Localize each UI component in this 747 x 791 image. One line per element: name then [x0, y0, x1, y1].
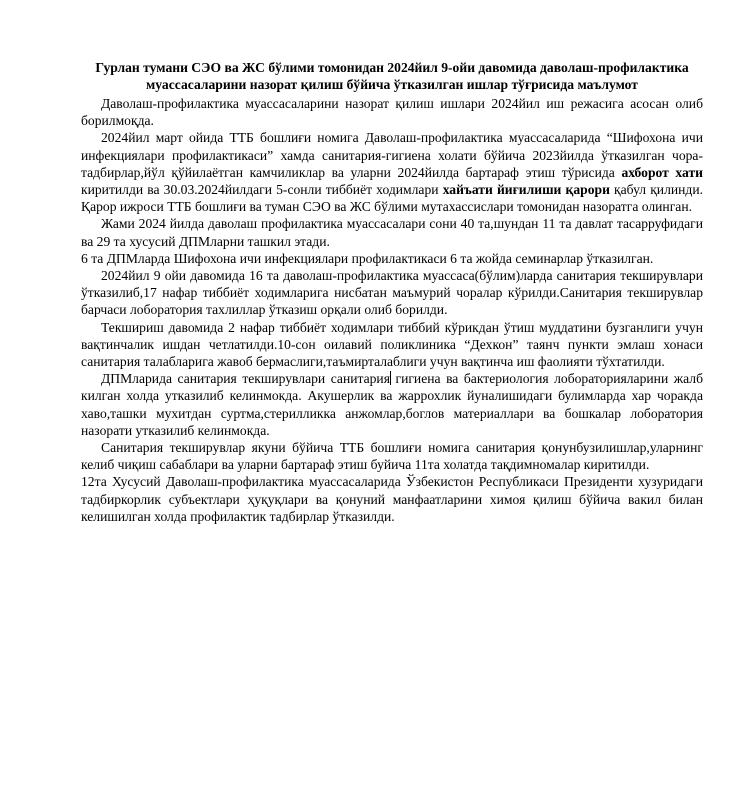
paragraph-3: Жами 2024 йилда даволаш профилактика муассасалари сони 40 та,шундан 11 та давлат тасарруфидаги ва 29 та хусусий ДПМларни ташкил этади.	[81, 216, 703, 249]
paragraph-2-bold-b: хайъати йиғилиши қарори	[442, 182, 610, 198]
paragraph-2-text-a: 2024йил март ойида ТТБ бошлиғи номига Даволаш-профилактика муассасаларида “Шифохона ичи инфекциялари профилактикаси” хамда санитария-гигиена холати бўйича 2023йилда ўтказилган чора-тадбирлар,йўл қўйилаётган камчиликлар ва уларни 2024йилда бартараф этиш тўрисида	[81, 130, 703, 180]
document-page	[81, 60, 703, 525]
paragraph-6: Текшириш давомида 2 нафар тиббиёт ходимлари тиббий кўрикдан ўтиш муддатини бузганлиги учун вақтинчалик ишдан четлатилди.10-сон оилавий поликлиника “Дехкон” таянч пункти эмлаш хонаси санитария талабларига жавоб бермаслиги,таъмирталаблиги учун вақтинча иш фаолияти тўхтатилди.	[81, 319, 703, 370]
paragraph-2	[81, 129, 703, 215]
paragraph-7-text-after-cursor: гигиена ва бактериология лобораторияларини жалб килган холда утказилиб келинмокда. Акушерлик ва жаррохлик йуналишидаги булимларда хар чоракда хаво,ташки мухитдан суртма,стерилликка анжомлар,боглов материаллари ва бошкалар лоборатория назорати утказилиб келинмокда.	[81, 371, 703, 438]
paragraph-2-bold-a: ахборот хати	[621, 164, 703, 180]
paragraph-7[interactable]	[81, 370, 703, 439]
paragraph-1: Даволаш-профилактика муассасаларини назорат қилиш ишлари 2024йил иш режасига асосан олиб борилмоқда.	[81, 96, 703, 129]
paragraph-5: 2024йил 9 ойи давомида 16 та даволаш-профилактика муассаса(бўлим)ларда санитария текширувлари ўтказилиб,17 нафар тиббиёт ходимларига нисбатан маъмурий чоралар кўрилди.Санитария текширувлар барчаси лоборатория тахлиллар ўтказиш орқали олиб борилди.	[81, 268, 703, 318]
document-title: Гурлан тумани СЭО ва ЖС бўлими томонидан 2024йил 9-ойи давомида даволаш-профилактика муассасаларини назорат қилиш бўйича ўтказилган ишлар тўғрисида маълумот	[95, 60, 689, 92]
paragraph-2-text-e: қабул қилинди. Қарор ижроси ТТБ бошлиғи ва туман СЭО ва ЖС бўлими мутахассислари томонидан назоратга олинган.	[81, 182, 703, 215]
paragraph-7-text-before-cursor: ДПМларида санитария текширувлари санитария	[101, 371, 390, 387]
paragraph-2-text-c: киритилди ва 30.03.2024йилдаги 5-сонли тиббиёт ходимлари	[81, 182, 443, 198]
paragraph-4: 6 та ДПМларда Шифохона ичи инфекциялари профилактикаси 6 та жойда семинарлар ўтказилган.	[81, 250, 654, 266]
paragraph-8: Санитария текширувлар якуни бўйича ТТБ бошлиғи номига санитария қонунбузилишлар,уларнинг келиб чиқиш сабаблари ва уларни бартараф этиш буйича 11та холатда тақдимномалар киритилди.	[81, 440, 703, 473]
paragraph-9: 12та Хусусий Даволаш-профилактика муассасаларида Ўзбекистон Республикаси Президенти хузуридаги тадбиркорлик субъектлари ҳуқуқлари ва қонуний манфаатларини химоя қилиш бўйича вакил билан келишилган холда профилактик тадбирлар ўтказилди.	[81, 474, 703, 524]
